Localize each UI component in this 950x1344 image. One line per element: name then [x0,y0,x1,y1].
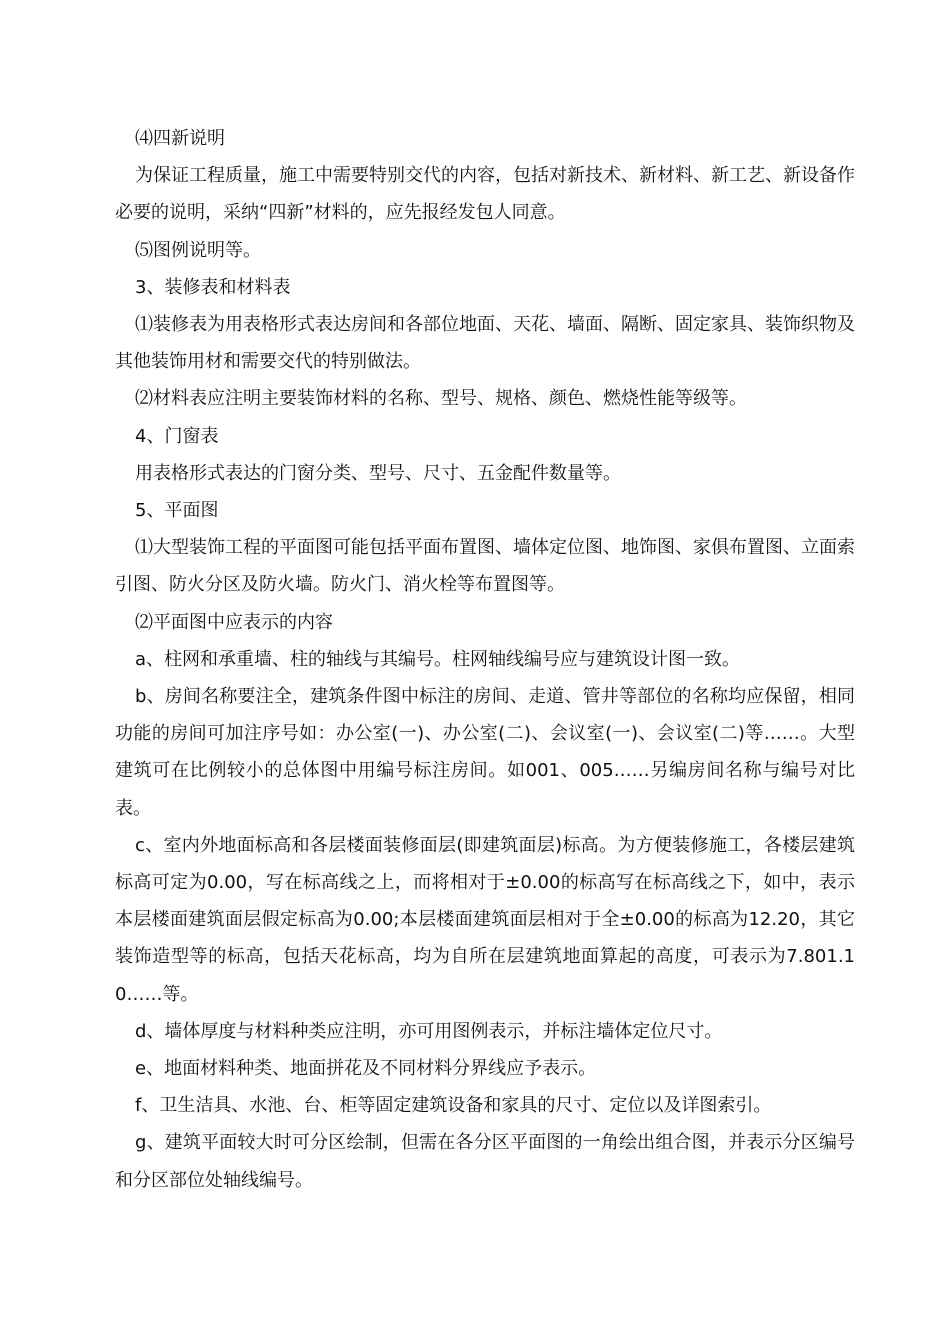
list-item-g: g、建筑平面较大时可分区绘制，但需在各分区平面图的一角绘出组合图，并表示分区编号和分区部位处轴线编号。 [115,1132,855,1191]
heading-floor-plan: 5、平面图 [135,500,219,522]
list-item-d: d、墙体厚度与材料种类应注明，亦可用图例表示，并标注墙体定位尺寸。 [135,1020,723,1042]
paragraph-floor-plan-types: ⑴大型装饰工程的平面图可能包括平面布置图、墙体定位图、地饰图、家俱布置图、立面索引图、防火分区及防火墙。防火门、消火栓等布置图等。 [115,537,855,596]
list-item-b: b、房间名称要注全，建筑条件图中标注的房间、走道、管井等部位的名称均应保留，相同功能的房间可加注序号如：办公室(一)、办公室(二)、会议室(一)、会议室(二)等……。大型建筑可在比例较小的总体图中用编号标注房间。如001、005……另编房间名称与编号对比表。 [115,686,855,819]
list-item-c: c、室内外地面标高和各层楼面装修面层(即建筑面层)标高。为方便装修施工，各楼层建筑标高可定为0.00，写在标高线之上，而将相对于±0.00的标高写在标高线之下，如中，表示本层楼面建筑面层假定标高为0.00;本层楼面建筑面层相对于全±0.00的标高为12.20，其它装饰造型等的标高，包括天花标高，均为自所在层建筑地面算起的高度，可表示为7.801.10……等。 [115,834,855,1005]
heading-floor-plan-contents: ⑵平面图中应表示的内容 [135,611,333,633]
paragraph-material-table: ⑵材料表应注明主要装饰材料的名称、型号、规格、颜色、燃烧性能等级等。 [135,388,747,410]
item-legend-description: ⑸图例说明等。 [135,239,261,261]
document-body [115,120,855,1199]
list-item-e: e、地面材料种类、地面拼花及不同材料分界线应予表示。 [135,1058,597,1080]
heading-four-new: ⑷四新说明 [135,128,225,149]
heading-finish-and-material-tables: 3、装修表和材料表 [135,276,291,298]
paragraph-door-window-table: 用表格形式表达的门窗分类、型号、尺寸、五金配件数量等。 [135,462,621,484]
paragraph-four-new-description: 为保证工程质量，施工中需要特别交代的内容，包括对新技术、新材料、新工艺、新设备作必要的说明，采纳“四新”材料的，应先报经发包人同意。 [115,165,855,224]
heading-door-window-table: 4、门窗表 [135,425,219,447]
list-item-f: f、卫生洁具、水池、台、柜等固定建筑设备和家具的尺寸、定位以及详图索引。 [135,1095,772,1117]
list-item-a: a、柱网和承重墙、柱的轴线与其编号。柱网轴线编号应与建筑设计图一致。 [135,648,741,670]
paragraph-finish-table: ⑴装修表为用表格形式表达房间和各部位地面、天花、墙面、隔断、固定家具、装饰织物及其他装饰用材和需要交代的特别做法。 [115,314,855,373]
